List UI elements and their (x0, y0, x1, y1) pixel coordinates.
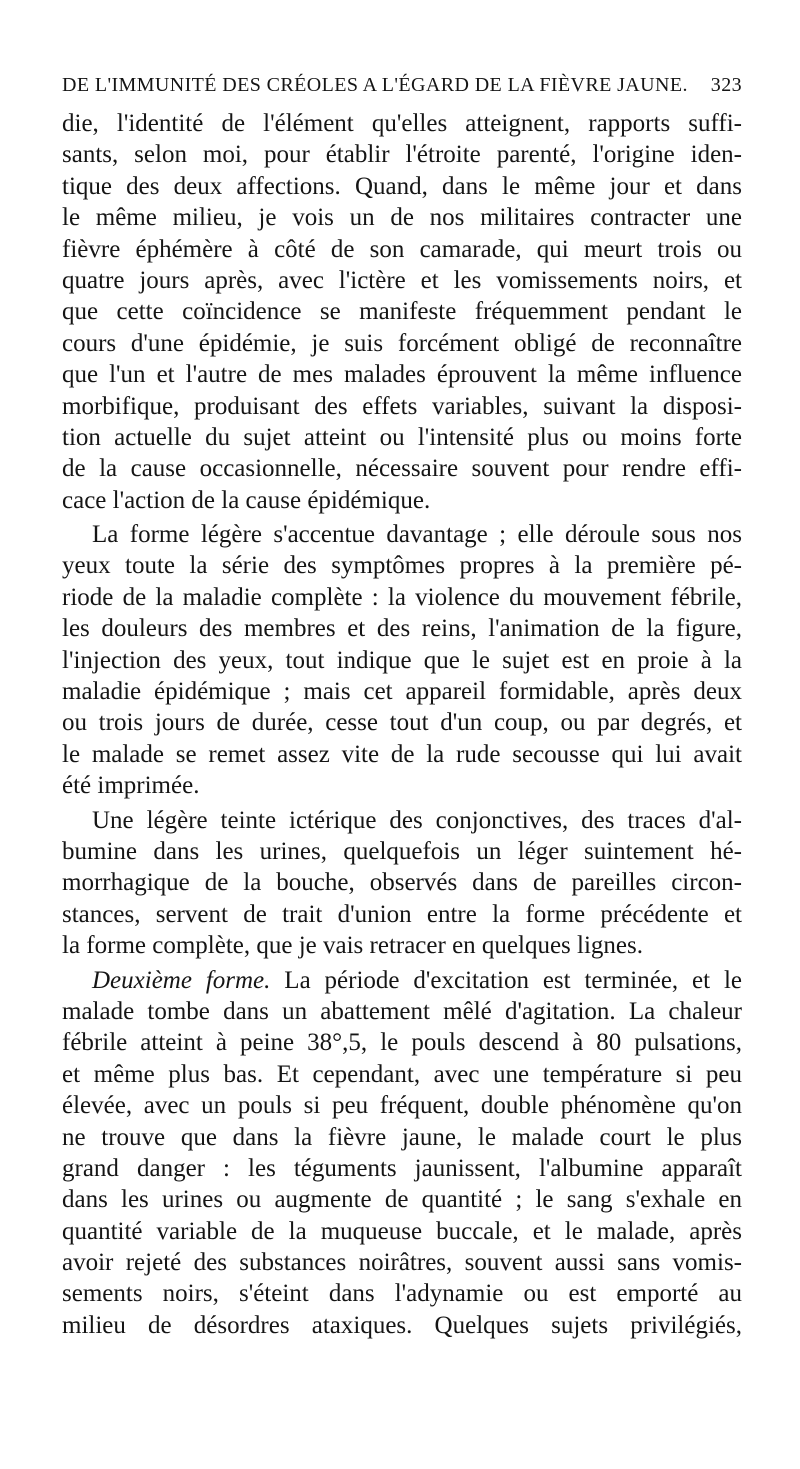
text-line: sants, selon moi, pour établir l'étroite parenté, l'origine iden- (62, 141, 742, 169)
text-line: quantité variable de la muqueuse buccale, et le malade, après (62, 1217, 742, 1245)
text-line: fébrile atteint à peine 38°,5, le pouls descend à 80 pulsations, (62, 1029, 742, 1057)
text-line: élevée, avec un pouls si peu fréquent, double phénomène qu'on (62, 1092, 742, 1120)
text-line: die, l'identité de l'élément qu'elles atteignent, rapports suffi- (62, 110, 742, 137)
paragraph (62, 519, 742, 802)
text-line: que cette coïncidence se manifeste fréquemment pendant le (62, 298, 742, 326)
text-line: quatre jours après, avec l'ictère et les vomissements noirs, et (62, 266, 742, 294)
text-line: malade tombe dans un abattement mêlé d'agitation. La chaleur (62, 997, 742, 1025)
running-title: DE L'IMMUNITÉ DES CRÉOLES A L'ÉGARD DE LA FIÈVRE JAUNE. (62, 74, 688, 96)
text-line: le malade se remet assez vite de la rude secousse qui lui avait (62, 740, 742, 768)
text-line: le même milieu, je vois un de nos militaires contracter une (62, 204, 742, 232)
text-line: bumine dans les urines, quelquefois un léger suintement hé- (62, 837, 742, 865)
text-line: cours d'une épidémie, je suis forcément obligé de reconnaître (62, 329, 742, 357)
text-line: morrhagique de la bouche, observés dans de pareilles circon- (62, 869, 742, 897)
text-line: ne trouve que dans la fièvre jaune, le malade court le plus (62, 1123, 742, 1151)
text-line: grand danger : les téguments jaunissent, l'albumine apparaît (62, 1154, 742, 1182)
text-line: et même plus bas. Et cependant, avec une température si peu (62, 1060, 742, 1088)
text-line: la forme complète, que je vais retracer en quelques lignes. (62, 932, 644, 960)
running-header (62, 74, 742, 104)
text-line: dans les urines ou augmente de quantité ; le sang s'exhale en (62, 1186, 742, 1214)
text-line: La forme légère s'accentue davantage ; elle déroule sous nos (92, 521, 742, 549)
text-line (62, 965, 742, 996)
text-line: cace l'action de la cause épidémique. (62, 486, 431, 514)
body-text (62, 108, 742, 1341)
text-line: fièvre éphémère à côté de son camarade, qui meurt trois ou (62, 235, 742, 263)
paragraph (62, 108, 742, 516)
text-line: tique des deux affections. Quand, dans le même jour et dans (62, 172, 742, 200)
section-first-line: La période d'excitation est terminée, et le (284, 966, 742, 994)
text-line: sements noirs, s'éteint dans l'adynamie ou est emporté au (62, 1280, 742, 1308)
paragraph (62, 805, 742, 962)
text-line: les douleurs des membres et des reins, l'animation de la figure, (62, 615, 742, 643)
text-line: l'injection des yeux, tout indique que le sujet est en proie à la (62, 646, 742, 674)
text-line: Une légère teinte ictérique des conjonctives, des traces d'al- (92, 806, 742, 834)
text-line: avoir rejeté des substances noirâtres, souvent aussi sans vomis- (62, 1249, 742, 1277)
text-line: riode de la maladie complète : la violence du mouvement fébrile, (62, 583, 742, 611)
text-line: milieu de désordres ataxiques. Quelques sujets privilégiés, (62, 1311, 742, 1339)
text-line: stances, servent de trait d'union entre la forme précédente et (62, 900, 742, 928)
text-line: été imprimée. (62, 772, 200, 800)
text-line: de la cause occasionnelle, nécessaire souvent pour rendre effi- (62, 455, 742, 483)
paragraph (62, 965, 742, 1342)
page-number: 323 (710, 74, 742, 96)
section-title: Deuxième forme. (92, 966, 271, 994)
text-line: maladie épidémique ; mais cet appareil formidable, après deux (62, 678, 742, 706)
text-line: ou trois jours de durée, cesse tout d'un coup, ou par degrés, et (62, 709, 742, 737)
text-line: tion actuelle du sujet atteint ou l'intensité plus ou moins forte (62, 423, 742, 451)
text-line: yeux toute la série des symptômes propres à la première pé- (62, 552, 742, 580)
text-line: que l'un et l'autre de mes malades éprouvent la même influence (62, 361, 742, 389)
text-line: morbifique, produisant des effets variables, suivant la disposi- (62, 392, 742, 420)
